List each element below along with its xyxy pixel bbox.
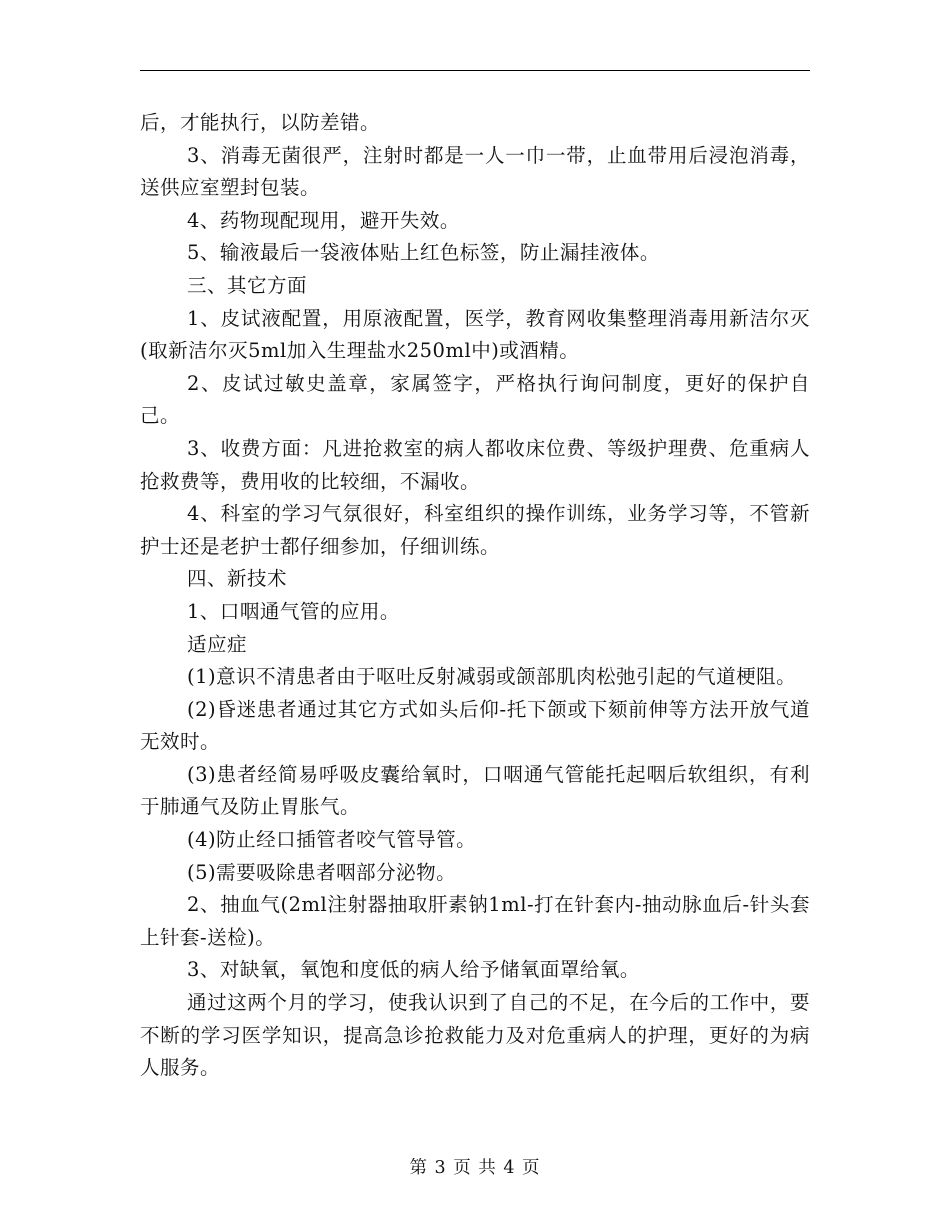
paragraph-9: 4、科室的学习气氛很好，科室组织的操作训练，业务学习等，不管新护士还是老护士都仔细参加，仔细训练。 [140,502,810,558]
section-heading-other-aspects: 三、其它方面 [187,273,308,297]
paragraph-6: 1、皮试液配置，用原液配置，医学，教育网收集整理消毒用新洁尔灭(取新洁尔灭5ml加入生理盐水250ml中)或酒精。 [140,306,810,363]
paragraph-2: 3、消毒无菌很严，注射时都是一人一巾一带，止血带用后浸泡消毒，送供应室塑封包装。 [140,143,810,200]
paragraph-8: 3、收费方面：凡进抢救室的病人都收床位费、等级护理费、危重病人抢救费等，费用收的比较细，不漏收。 [140,436,810,493]
paragraph-17: (5)需要吸除患者咽部分泌物。 [187,860,457,884]
paragraph-19: 3、对缺氧，氧饱和度低的病人给予储氧面罩给氧。 [187,958,640,982]
paragraph-16: (4)防止经口插管者咬气管导管。 [187,828,477,852]
paragraph-14: (2)昏迷患者通过其它方式如头后仰-托下颌或下颏前伸等方法开放气道无效时。 [140,697,810,754]
paragraph-11: 1、口咽通气管的应用。 [187,599,400,623]
paragraph-15: (3)患者经简易呼吸皮囊给氧时，口咽通气管能托起咽后软组织，有利于肺通气及防止胃胀气。 [140,762,810,819]
section-heading-new-technology: 四、新技术 [187,567,288,591]
paragraph-3: 4、药物现配现用，避开失效。 [187,208,460,232]
paragraph-7: 2、皮试过敏史盖章，家属签字，严格执行询问制度，更好的保护自己。 [140,371,810,428]
paragraph-13: (1)意识不清患者由于呕吐反射减弱或颌部肌肉松弛引起的气道梗阻。 [187,665,797,689]
paragraph-18: 2、抽血气(2ml注射器抽取肝素钠1ml-打在针套内-抽动脉血后-针头套上针套-送检)。 [140,893,810,949]
header-rule [140,70,810,71]
document-body [140,107,810,1085]
paragraph-4: 5、输液最后一袋液体贴上红色标签，防止漏挂液体。 [187,241,660,265]
paragraph-1: 后，才能执行，以防差错。 [140,111,381,134]
subheading-indications: 适应症 [187,632,248,656]
paragraph-20: 通过这两个月的学习，使我认识到了自己的不足，在今后的工作中，要不断的学习医学知识，提高急诊抢救能力及对危重病人的护理，更好的为病人服务。 [140,991,810,1080]
page-number-footer: 第 3 页 共 4 页 [409,1158,541,1178]
